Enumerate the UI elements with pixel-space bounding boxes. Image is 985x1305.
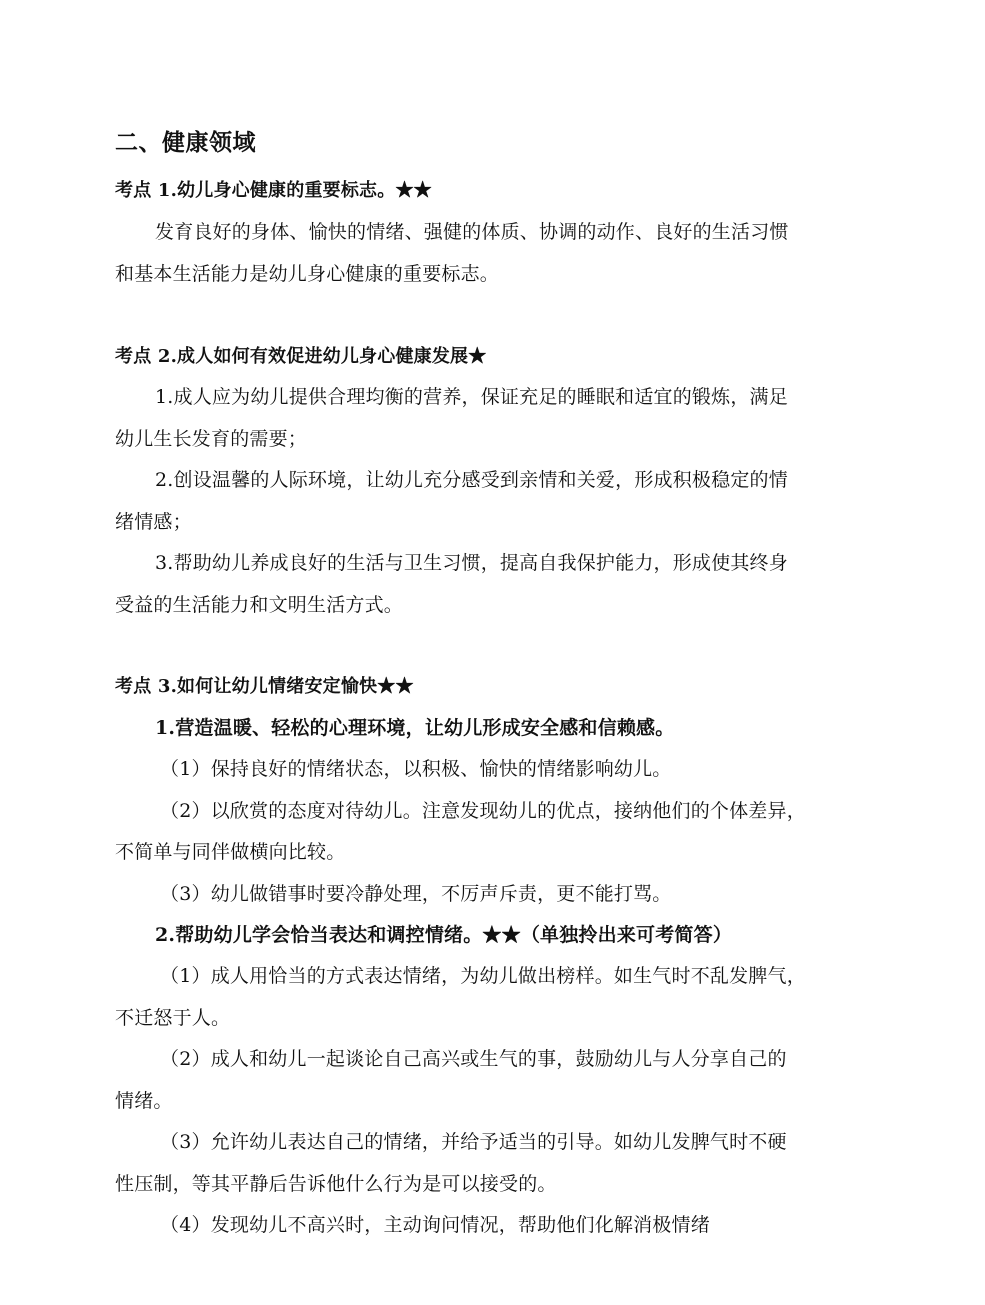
point-3-sub2-line-6: 性压制，等其平静后告诉他什么行为是可以接受的。 (115, 1173, 557, 1195)
point-3-sub2-line-5: （3）允许幼儿表达自己的情绪，并给予适当的引导。如幼儿发脾气时不硬 (160, 1131, 787, 1153)
point-3-sub1-line-2: （2）以欣赏的态度对待幼儿。注意发现幼儿的优点，接纳他们的个体差异， (160, 800, 806, 822)
point-3-sub2-line-4: 情绪。 (115, 1090, 173, 1112)
point-3-sub2-line-2: 不迁怒于人。 (115, 1007, 231, 1029)
point-2-line-1: 1.成人应为幼儿提供合理均衡的营养，保证充足的睡眠和适宜的锻炼，满足 (155, 386, 788, 408)
point-2-line-6: 受益的生活能力和文明生活方式。 (115, 594, 404, 616)
point-1-heading: 考点 1.幼儿身心健康的重要标志。★★ (115, 180, 432, 201)
point-3-heading: 考点 3.如何让幼儿情绪安定愉快★★ (115, 676, 414, 697)
point-1-line-2: 和基本生活能力是幼儿身心健康的重要标志。 (115, 263, 500, 285)
point-2-line-2: 幼儿生长发育的需要； (115, 428, 308, 450)
point-3-sub1-title: 1.营造温暖、轻松的心理环境，让幼儿形成安全感和信赖感。 (155, 717, 675, 739)
point-3-sub2-line-1: （1）成人用恰当的方式表达情绪，为幼儿做出榜样。如生气时不乱发脾气， (160, 965, 806, 987)
point-3-sub2-title: 2.帮助幼儿学会恰当表达和调控情绪。★★（单独拎出来可考简答） (155, 924, 733, 946)
point-3-sub2-line-7: （4）发现幼儿不高兴时，主动询问情况，帮助他们化解消极情绪 (160, 1214, 710, 1236)
section-title: 二、健康领域 (115, 129, 256, 156)
point-1-line-1: 发育良好的身体、愉快的情绪、强健的体质、协调的动作、良好的生活习惯 (155, 221, 789, 243)
point-2-heading: 考点 2.成人如何有效促进幼儿身心健康发展★ (115, 346, 487, 367)
point-3-sub1-line-1: （1）保持良好的情绪状态，以积极、愉快的情绪影响幼儿。 (160, 758, 672, 780)
point-3-sub1-line-4: （3）幼儿做错事时要冷静处理，不厉声斥责，更不能打骂。 (160, 883, 672, 905)
point-2-line-3: 2.创设温馨的人际环境，让幼儿充分感受到亲情和关爱，形成积极稳定的情 (155, 469, 788, 491)
point-3-sub2-line-3: （2）成人和幼儿一起谈论自己高兴或生气的事，鼓励幼儿与人分享自己的 (160, 1048, 787, 1070)
point-3-sub1-line-3: 不简单与同伴做横向比较。 (115, 841, 346, 863)
point-2-line-4: 绪情感； (115, 511, 192, 533)
point-2-line-5: 3.帮助幼儿养成良好的生活与卫生习惯，提高自我保护能力，形成使其终身 (155, 552, 788, 574)
